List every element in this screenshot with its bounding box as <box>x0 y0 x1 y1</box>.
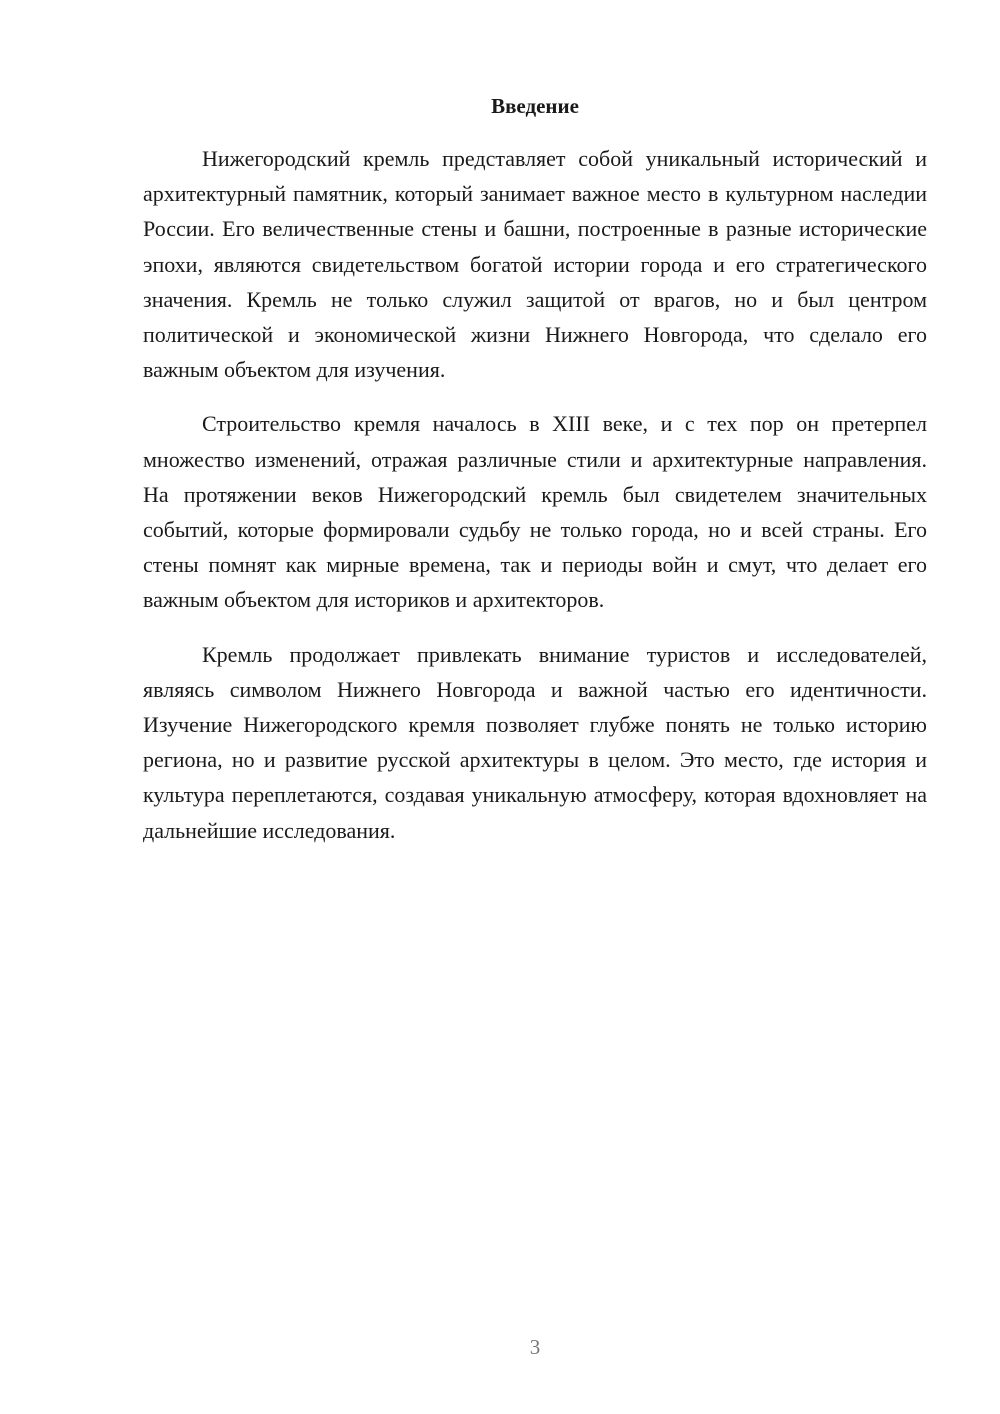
page-content <box>143 92 927 867</box>
page-number: 3 <box>529 1335 541 1359</box>
paragraph-3: Кремль продолжает привлекать внимание туристов и исследователей, являясь символом Нижнего Новгорода и важной частью его идентичности. Изучение Нижегородского кремля позволяет глубже понять не только историю региона, но и развитие русской архитектуры в целом. Это место, где история и культура переплетаются, создавая уникальную атмосферу, которая вдохновляет на дальнейшие исследования. <box>143 641 927 843</box>
section-heading: Введение <box>491 94 579 118</box>
paragraph-2: Строительство кремля началось в XIII веке, и с тех пор он претерпел множество изменений, отражая различные стили и архитектурные направления. На протяжении веков Нижегородский кремль был свидетелем значительных событий, которые формировали судьбу не только города, но и всей страны. Его стены помнят как мирные времена, так и периоды войн и смут, что делает его важным объектом для историков и архитекторов. <box>143 411 927 613</box>
paragraph-1: Нижегородский кремль представляет собой уникальный исторический и архитектурный памятник, который занимает важное место в культурном наследии России. Его величественные стены и башни, построенные в разные исторические эпохи, являются свидетельством богатой истории города и его стратегического значения. Кремль не только служил защитой от врагов, но и был центром политической и экономической жизни Нижнего Новгорода, что сделало его важным объектом для изучения. <box>143 146 927 383</box>
